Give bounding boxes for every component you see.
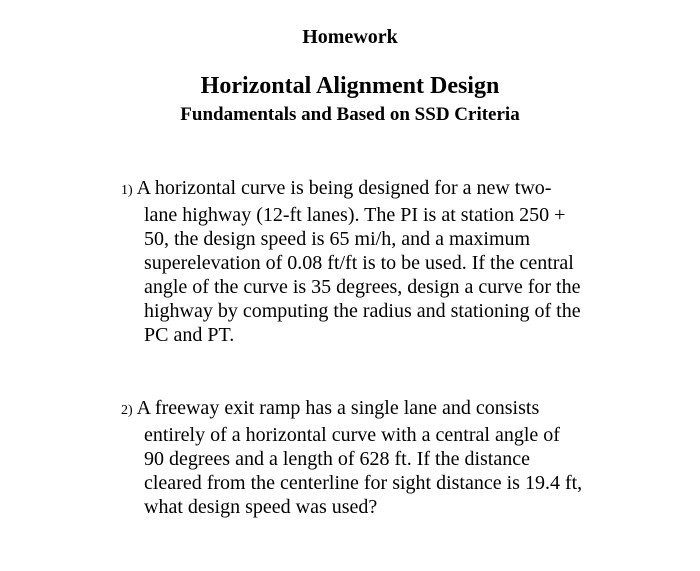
problem-2-line-4: cleared from the centerline for sight distance is 19.4 ft, — [144, 472, 583, 494]
problem-1-number: 1) — [121, 183, 133, 198]
page-subtitle: Fundamentals and Based on SSD Criteria — [180, 104, 520, 125]
problem-2 — [121, 396, 582, 519]
problem-1-line-5: angle of the curve is 35 degrees, design a curve for the — [144, 276, 581, 298]
problem-1 — [121, 176, 581, 347]
problem-1-line-2: lane highway (12-ft lanes). The PI is at station 250 + — [144, 204, 566, 226]
problem-2-line-3: 90 degrees and a length of 628 ft. If the distance — [144, 448, 530, 470]
problem-1-line-7: PC and PT. — [144, 324, 235, 346]
problem-2-line-5: what design speed was used? — [144, 496, 378, 518]
problem-1-line-6: highway by computing the radius and stationing of the — [144, 300, 581, 322]
problem-1-line-3: 50, the design speed is 65 mi/h, and a maximum — [144, 228, 531, 250]
problem-2-line-2: entirely of a horizontal curve with a central angle of — [144, 424, 560, 446]
page-title: Horizontal Alignment Design — [200, 73, 500, 99]
problem-2-line-1: 2) A freeway exit ramp has a single lane and consists — [121, 397, 540, 419]
problem-2-number: 2) — [121, 403, 133, 418]
problem-1-line-4: superelevation of 0.08 ft/ft is to be used. If the central — [144, 252, 574, 274]
problem-1-line-1: 1) A horizontal curve is being designed for a new two- — [121, 177, 552, 199]
homework-label: Homework — [302, 26, 398, 48]
